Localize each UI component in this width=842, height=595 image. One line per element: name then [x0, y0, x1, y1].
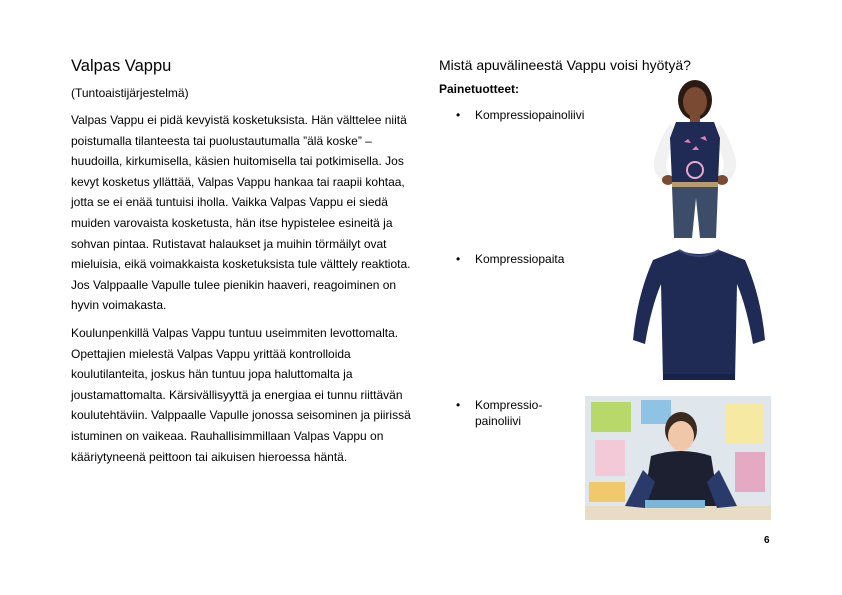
- page-title: Valpas Vappu: [71, 57, 172, 75]
- paragraph-2: Koulunpenkillä Valpas Vappu tuntuu useimmiten levottomalta. Opettajien mielestä Valpas Vappu yrittää kontrolloida koulutilanteita, joskus hän tuntuu jopa haluttomalta ja joustamattomalta. Kärsivällisyyttä ja energiaa ei tunnu riittävän koulutehtäviin. Valppaalle Vapulle jonossa seisominen ja piirissä istuminen on vaikeaa. Rauhallisimmillaan Valpas Vappu on kääriytyneenä peittoon tai aikuisen hieroessa häntä.: [71, 325, 411, 464]
- page-number: 6: [764, 535, 770, 546]
- section-subheading: Painetuotteet:: [439, 82, 520, 96]
- left-column: [71, 56, 411, 474]
- boy-in-vest-image: [585, 396, 771, 520]
- girl-in-vest-image: [640, 78, 746, 240]
- list-item-label: Kompressiopainoliivi: [475, 108, 585, 122]
- list-item-label-line1: Kompressio-: [475, 398, 543, 412]
- bullet-icon: •: [456, 398, 461, 412]
- list-item-label: [475, 397, 542, 429]
- subtitle: (Tuntoaistijärjestelmä): [71, 86, 189, 100]
- bullet-icon: •: [456, 108, 461, 122]
- question-heading: Mistä apuvälineestä Vappu voisi hyötyä?: [439, 57, 691, 73]
- bullet-icon: •: [456, 252, 461, 266]
- paragraph-1: Valpas Vappu ei pidä kevyistä kosketuksista. Hän välttelee niitä poistumalla tilanteesta tai puolustautumalla ”älä koske” – huudoilla, kirkumisella, käsien huitomisella tai potkimisella. Jos kevyt kosketus yllättää, Valpas Vappu hankaa tai raapii kohtaa, jotta se ei enää tuntuisi iholla. Vaikka Valpas Vappu ei siedä muiden varovaista kosketusta, hän itse hypistelee esineitä ja sohvan pintaa. Rutistavat halaukset ja muihin törmäilyt ovat mieluisia, eikä voimakkaista kosketuksista tule välttely reaktiota. Jos Valppaalle Vapulle tulee pienikin haaveri, reagoiminen on hyvin voimakasta.: [71, 113, 411, 313]
- list-item-label: Kompressiopaita: [475, 252, 565, 266]
- shirt-image: [627, 244, 771, 386]
- list-item-label-line2: painoliivi: [475, 414, 522, 428]
